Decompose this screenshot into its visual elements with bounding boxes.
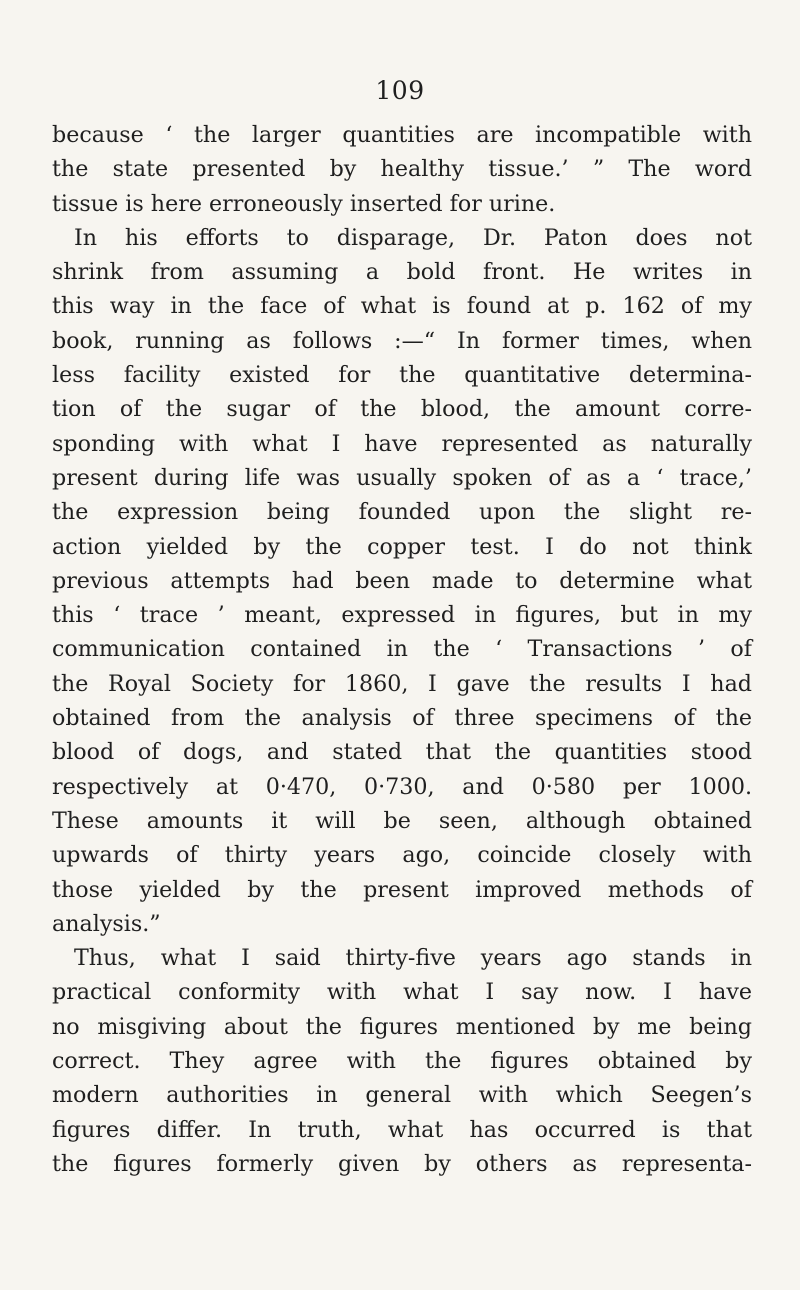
- text-line: respectively at 0·470, 0·730, and 0·580 per 1000.: [52, 773, 752, 800]
- text-line: previous attempts had been made to determine what: [52, 567, 752, 594]
- text-line: modern authorities in general with which Seegen’s: [52, 1082, 752, 1109]
- text-line: figures differ. In truth, what has occurred is that: [52, 1116, 752, 1143]
- text-line: sponding with what I have represented as naturally: [52, 430, 752, 457]
- text-line: obtained from the analysis of three specimens of the: [52, 705, 752, 732]
- text-line: less facility existed for the quantitative determina-: [52, 362, 752, 389]
- text-line: These amounts it will be seen, although obtained: [52, 807, 752, 834]
- text-line: the state presented by healthy tissue.’ ” The word: [52, 156, 752, 183]
- text-line: analysis.”: [52, 910, 161, 937]
- text-line: practical conformity with what I say now. I have: [52, 979, 752, 1006]
- text-line: action yielded by the copper test. I do not think: [52, 533, 752, 560]
- text-line: shrink from assuming a bold front. He writes in: [52, 259, 752, 286]
- text-line: correct. They agree with the figures obtained by: [52, 1048, 752, 1075]
- text-line: the expression being founded upon the slight re-: [52, 499, 752, 526]
- text-line: In his efforts to disparage, Dr. Paton does not: [74, 224, 752, 251]
- body-text: [52, 118, 752, 1181]
- text-line: upwards of thirty years ago, coincide closely with: [52, 842, 752, 869]
- text-line: no misgiving about the figures mentioned by me being: [52, 1013, 752, 1040]
- text-line: the figures formerly given by others as representa-: [52, 1150, 752, 1177]
- text-line: this ‘ trace ’ meant, expressed in figures, but in my: [52, 602, 752, 629]
- text-line: present during life was usually spoken of as a ‘ trace,’: [52, 464, 752, 491]
- text-line: tissue is here erroneously inserted for urine.: [52, 190, 556, 217]
- text-line: blood of dogs, and stated that the quantities stood: [52, 739, 752, 766]
- text-line: book, running as follows :—“ In former times, when: [52, 327, 752, 354]
- text-line: because ‘ the larger quantities are incompatible with: [52, 122, 752, 148]
- text-line: communication contained in the ‘ Transactions ’ of: [52, 636, 752, 663]
- text-line: Thus, what I said thirty-five years ago stands in: [74, 945, 752, 972]
- text-line: this way in the face of what is found at p. 162 of my: [52, 293, 752, 320]
- text-line: those yielded by the present improved methods of: [52, 876, 752, 903]
- text-line: the Royal Society for 1860, I gave the results I had: [52, 670, 752, 697]
- page-number: 109: [375, 76, 425, 105]
- text-line: tion of the sugar of the blood, the amount corre-: [52, 396, 752, 423]
